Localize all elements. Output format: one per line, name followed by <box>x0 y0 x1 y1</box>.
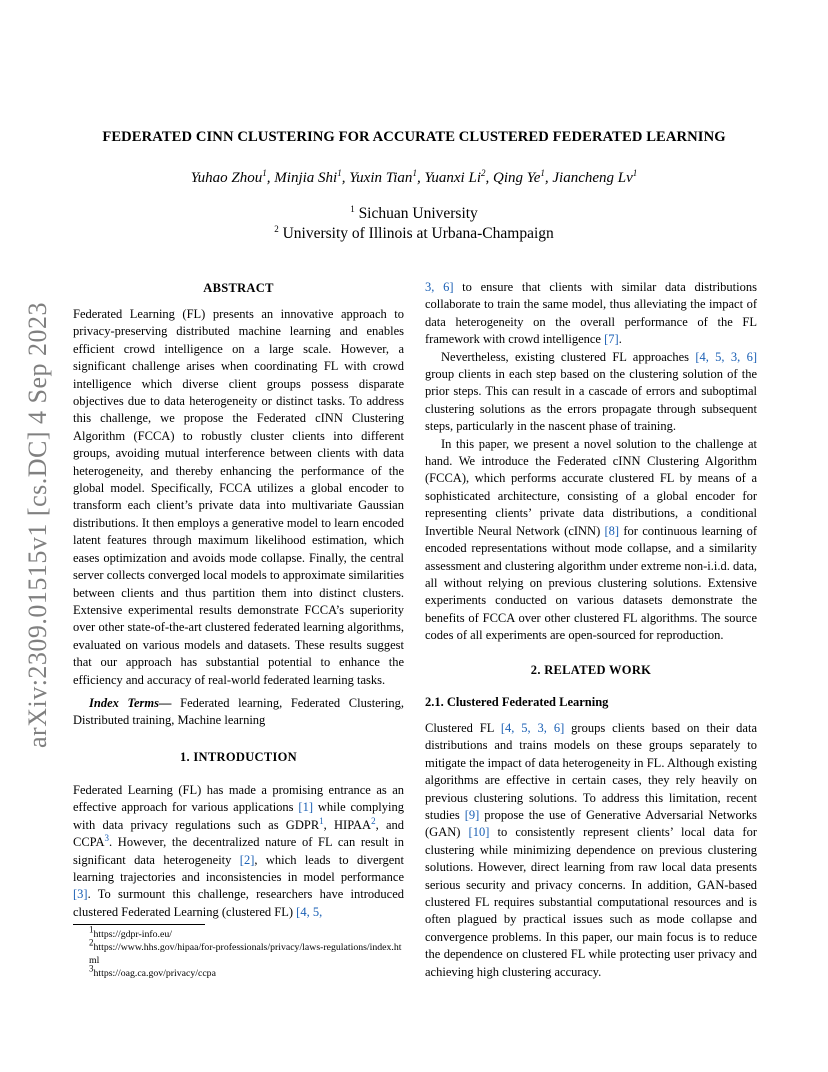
footnote-number: 1 <box>89 924 94 935</box>
text-run: . <box>618 332 622 347</box>
index-terms <box>73 695 404 730</box>
related-subheading: 2.1. Clustered Federated Learning <box>425 695 609 709</box>
intro-paragraph-1-cont <box>425 279 757 645</box>
affiliation <box>0 225 828 243</box>
text-run: group clients in each step based on the clustering solution of the prior steps. This can result in a cascade of errors and suboptimal clustering solutions as the errors propagate through subsequent steps, particularly in the nascent phase of training. <box>425 367 757 434</box>
text-run: groups clients based on their data distributions and trains models on these groups separately to mitigate the impact of data heterogeneity in FL. Although existing algorithms are effective in certain cases, they rely heavily on previous clustering solutions. To address this limitation, recent studies <box>425 721 758 823</box>
author-affil-mark: 2 <box>481 168 486 178</box>
related-paragraph <box>425 720 757 981</box>
citation-link[interactable]: [4, 5, 3, 6] <box>695 349 757 364</box>
author: Yuhao Zhou <box>190 170 263 186</box>
paper-title: FEDERATED CINN CLUSTERING FOR ACCURATE CLUSTERED FEDERATED LEARNING <box>102 129 726 145</box>
author: Qing Ye <box>493 170 541 186</box>
footnote-number: 2 <box>89 937 94 948</box>
footnote-url[interactable]: https://oag.ca.gov/privacy/ccpa <box>93 968 216 979</box>
affiliation-name: Sichuan University <box>358 205 478 222</box>
author-affil-mark: 1 <box>540 168 545 178</box>
footnote-url[interactable]: https://gdpr-info.eu/ <box>93 929 172 940</box>
footnote-url[interactable]: https://www.hhs.gov/hipaa/for-professionals/privacy/laws-regulations/index.html <box>89 942 402 966</box>
index-terms-label: Index Terms— <box>89 695 172 710</box>
affiliation-number: 1 <box>350 203 355 214</box>
abstract-paragraph: Federated Learning (FL) presents an innovative approach to privacy-preserving distributed machine learning and enables efficient crowd intelligence on a large scale. However, a significant challenge arises when coordinating FL with crowd intelligence which diverse client groups possess disparate objectives due to data heterogeneity or distinct tasks. To address this challenge, we propose the Federated cINN Clustering Algorithm (FCCA) to robustly cluster clients into different groups, avoiding mutual interference between clients with data heterogeneity, and thereby enhancing the performance of the global model. Specifically, FCCA utilizes a global encoder to transform each client’s private data into multivariate Gaussian distributions. It then employs a generative model to learn encoded latent features through maximum likelihood estimation, which eases optimization and avoids mode collapse. Finally, the central server collects converged local models to approximate similarities between clients and thus partition them into distinct clusters. Extensive experimental results demonstrate FCCA’s superiority over other state-of-the-art clustered federated learning algorithms, evaluated on various models and datasets. These results suggest that our approach has substantial potential to enhance the efficiency and accuracy of real-world federated learning tasks. <box>73 307 404 687</box>
text-run: , and CCPA <box>73 817 404 850</box>
text-run: , HIPAA <box>323 817 372 832</box>
footnote-link[interactable]: 1 <box>319 815 324 826</box>
text-run: Clustered FL <box>425 721 501 735</box>
intro-paragraph-3 <box>425 436 757 645</box>
text-run: , which leads to divergent learning trajectories and inconsistencies in model performance <box>73 852 405 885</box>
affiliation-name: University of Illinois at Urbana-Champaign <box>282 225 554 242</box>
footnote-link[interactable]: 3 <box>104 833 110 844</box>
text-run: while complying with data privacy regulations such as GDPR <box>73 800 404 832</box>
citation-link[interactable]: [10] <box>468 825 490 840</box>
abstract-text <box>73 306 404 730</box>
author-affil-mark: 1 <box>262 168 267 178</box>
author: Yuxin Tian <box>349 170 413 186</box>
citation-link[interactable]: [7] <box>604 332 619 347</box>
arxiv-identifier: arXiv:2309.01515v1 [cs.DC] 4 Sep 2023 <box>23 301 52 749</box>
intro-paragraph-1-start <box>73 782 404 921</box>
intro-paragraph-2 <box>425 349 757 436</box>
index-terms-text: Federated learning, Federated Clustering, Distributed training, Machine learning <box>73 695 404 728</box>
text-run: In this paper, we present a novel solution to the challenge at hand. We introduce the Federated cINN Clustering Algorithm (FCCA), which performs accurate clustered FL by means of a sophisticated architecture, consisting of a global encoder for representing clients’ private data distributions, a conditional Invertible Neural Network (cINN) <box>425 436 757 538</box>
author: Yuanxi Li <box>424 170 481 186</box>
intro-heading: 1. INTRODUCTION <box>179 750 297 764</box>
author-affil-mark: 1 <box>337 168 342 178</box>
footnote-link[interactable]: 2 <box>371 815 376 826</box>
author-affil-mark: 1 <box>412 168 417 178</box>
abstract-heading: ABSTRACT <box>203 281 274 295</box>
text-run: . To surmount this challenge, researchers have introduced clustered Federated Learning (clustered FL) <box>73 887 404 919</box>
text-run: for continuous learning of encoded representations without mode collapse, and a similarity assessment and clustering algorithm under extreme non-i.i.d. data, all without relying on previous clustering solutions. Extensive experiments conducted on various datasets demonstrate the benefits of FCCA over other clustered FL algorithms. The source codes of all experiments are open-sourced for reproduction. <box>425 523 757 643</box>
affiliation-number: 2 <box>274 223 279 234</box>
text-run: . However, the decentralized nature of FL can result in significant data heterogeneity <box>73 835 404 867</box>
text-run: to ensure that clients with similar data distributions collaborate to train the same model, thus alleviating the impact of data heterogeneity on the overall performance of the FL framework with crowd intelligence <box>425 280 757 347</box>
text-run: Nevertheless, existing clustered FL approaches <box>441 349 696 364</box>
text-run: propose the use of Generative Adversarial Networks (GAN) <box>425 808 758 840</box>
arxiv-sidebar <box>18 290 58 760</box>
footnote <box>73 963 404 980</box>
affiliation <box>0 205 828 223</box>
related-heading: 2. RELATED WORK <box>530 663 652 677</box>
author-affil-mark: 1 <box>632 168 638 178</box>
text-run: Federated Learning (FL) has made a promising entrance as an effective approach for various applications <box>73 783 404 815</box>
author: Jiancheng Lv <box>552 170 633 186</box>
author-list: Yuhao Zhou$^1$, Minjia Shi$^1$, Yuxin Tian$^1$, Yuanxi Li$^2$, Qing Ye$^1$, Jiancheng Lv$^1$ <box>190 168 638 186</box>
citation-link[interactable]: [4, 5, <box>296 904 323 919</box>
footnote-number: 3 <box>89 963 94 974</box>
text-run: to consistently represent clients’ local data for clustering while minimizing dependence on previous clustering solutions. However, direct learning from raw local data presents serious security and privacy concerns. In addition, GAN-based clustered FL requires substantial computational resources and is often plagued by practical issues such as mode collapse and convergence problems. In this paper, our main focus is to reduce the dependence on clustered FL while protecting user privacy and achieving high clustering accuracy. <box>425 825 757 979</box>
author: Minjia Shi <box>274 170 338 186</box>
citation-link[interactable]: 3, 6] <box>425 280 454 294</box>
footnotes <box>73 924 404 980</box>
footnote <box>73 937 404 967</box>
citation-link[interactable]: [1] <box>298 800 313 815</box>
citation-link[interactable]: [4, 5, 3, 6] <box>500 721 565 735</box>
citation-link[interactable]: [9] <box>464 808 480 823</box>
footnote <box>73 924 404 941</box>
citation-link[interactable]: [8] <box>604 523 620 538</box>
citation-link[interactable]: [3] <box>73 887 88 902</box>
citation-link[interactable]: [2] <box>239 852 255 867</box>
